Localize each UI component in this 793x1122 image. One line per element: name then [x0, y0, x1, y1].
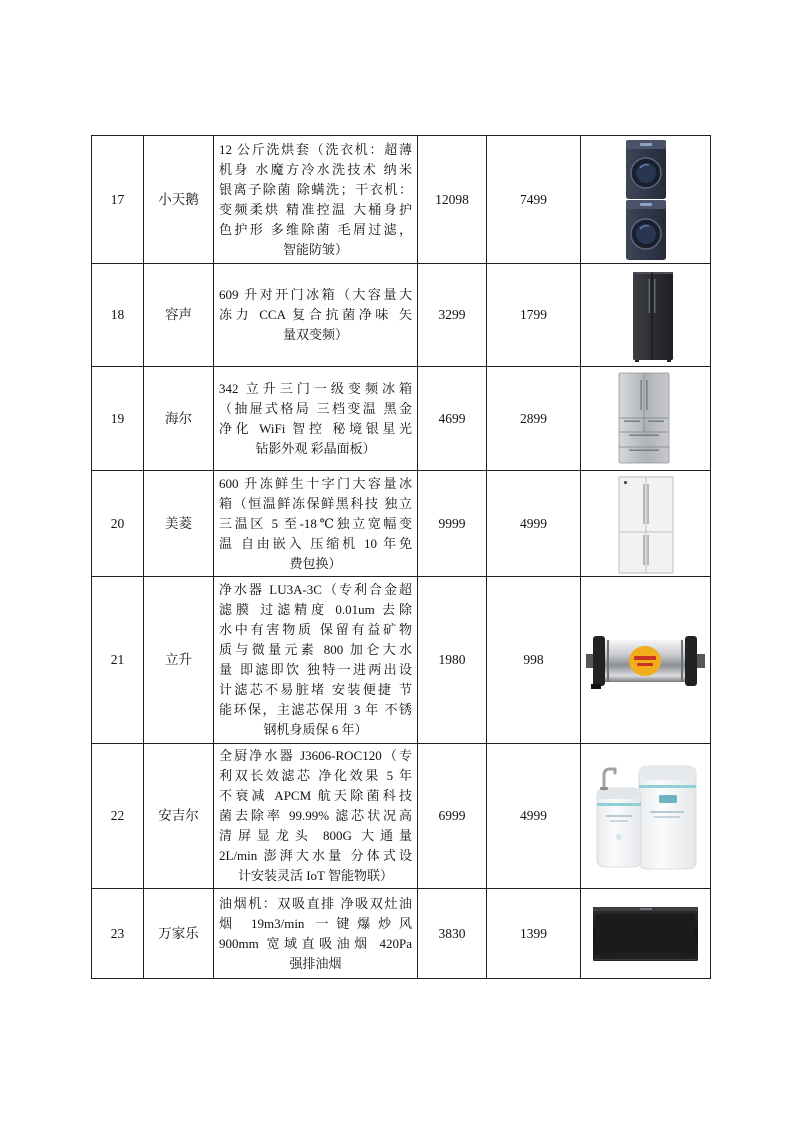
water-filter-image [582, 578, 710, 743]
description-line: 滤膜 过滤精度 0.01um 去除 [219, 602, 412, 617]
original-price-cell [418, 577, 487, 744]
description-line: 水中有害物质 保留有益矿物 [219, 622, 412, 637]
description-line: 三温区 5 至-18℃独立宽幅变 [219, 515, 412, 531]
cross-door-fridge-image [582, 472, 710, 576]
brand-name: 万家乐 [158, 925, 199, 941]
description-line: 智能防皱） [282, 241, 348, 257]
table-row [92, 136, 711, 264]
product-image-cell [581, 471, 711, 577]
description-cell [214, 889, 418, 979]
water-purifier-image [582, 745, 710, 888]
brand-cell [144, 889, 214, 979]
description-line: 量双变频） [282, 327, 348, 342]
item-number: 18 [110, 307, 125, 322]
description-line: 清屏显龙头 800G 大通量 [219, 828, 412, 843]
washer-dryer-image [582, 137, 710, 263]
item-number-cell [92, 889, 144, 979]
original-price-cell [418, 744, 487, 889]
price: 1799 [520, 307, 547, 322]
description-line: 不衰减 APCM 航天除菌科技 [219, 788, 412, 803]
item-number: 20 [110, 515, 125, 531]
description-line: 变频柔烘 精准控温 大桶身护 [219, 201, 412, 217]
description-line: 质与微量元素 800 加仑大水 [219, 642, 412, 657]
product-image-cell [581, 367, 711, 471]
price-cell [487, 744, 581, 889]
description-line: 利双长效滤芯 净化效果 5 年 [219, 768, 412, 783]
original-price-cell [418, 471, 487, 577]
brand-name: 安吉尔 [158, 808, 199, 823]
item-number: 22 [110, 808, 125, 823]
range-hood-image [582, 890, 710, 978]
price: 2899 [520, 410, 547, 426]
description-line: 2L/min 澎湃大水量 分体式设 [219, 848, 412, 863]
description-cell [214, 471, 418, 577]
description-line: 计安装灵活 IoT 智能物联） [237, 868, 394, 883]
description-line: 量 即滤即饮 独特一进两出设 [219, 662, 412, 677]
description-line: 900mm 宽域直吸油烟 420Pa [219, 935, 412, 951]
original-price-cell [418, 889, 487, 979]
purifier-filter-unit [597, 788, 641, 867]
description-line: 银离子除菌 除螨洗；干衣机： [219, 181, 412, 197]
brand-cell [144, 136, 214, 264]
item-number-cell [92, 367, 144, 471]
item-number-cell [92, 471, 144, 577]
table-row [92, 889, 711, 979]
description-line: 12 公斤洗烘套（洗衣机：超薄 [219, 141, 412, 157]
brand-name: 美菱 [165, 515, 192, 531]
description-line: （抽屉式格局 三档变温 黑金 [219, 400, 412, 416]
original-price-cell [418, 264, 487, 367]
item-number: 19 [110, 410, 125, 426]
table-row [92, 367, 711, 471]
price: 1399 [520, 925, 547, 941]
original-price: 3830 [438, 925, 466, 941]
dryer-unit [626, 140, 666, 199]
original-price: 6999 [438, 808, 466, 823]
product-image-cell [581, 136, 711, 264]
description-line: 钢机身质保 6 年） [263, 722, 368, 737]
product-table [91, 135, 711, 979]
description-line: 钻影外观 彩晶面板） [255, 440, 376, 456]
description-cell [214, 367, 418, 471]
brand-cell [144, 264, 214, 367]
french-door-fridge-image [582, 368, 710, 470]
brand-name: 海尔 [165, 410, 192, 426]
description-line: 油烟机：双吸直排 净吸双灶油 [219, 895, 412, 911]
description-line: 净化 WiFi 智控 秘境银星光 [219, 420, 412, 436]
description-line: 342 立升三门一级变频冰箱 [219, 380, 412, 396]
description-cell [214, 577, 418, 744]
description-line: 菌去除率 99.99% 滤芯状况高 [219, 808, 412, 823]
price-cell [487, 367, 581, 471]
washer-unit [626, 200, 666, 260]
description-line: 温 自由嵌入 压缩机 10 年免 [219, 535, 412, 551]
table-row [92, 577, 711, 744]
price-cell [487, 889, 581, 979]
description-line: 600 升冻鲜生十字门大容量冰 [219, 475, 412, 491]
description-line: 净水器 LU3A-3C（专利合金超 [219, 582, 412, 597]
description-cell [214, 264, 418, 367]
price: 998 [523, 652, 544, 667]
faucet-icon [600, 769, 615, 790]
original-price-cell [418, 136, 487, 264]
brand-cell [144, 744, 214, 889]
description-line: 费包换） [289, 555, 342, 571]
description-line: 箱（恒温鲜冻保鲜黑科技 独立 [219, 495, 412, 511]
product-image-cell [581, 577, 711, 744]
brand-name: 立升 [165, 652, 192, 667]
description-line: 烟 19m3/min 一键爆炒风 [219, 915, 412, 931]
item-number: 21 [110, 652, 125, 667]
price-cell [487, 471, 581, 577]
price: 4999 [520, 808, 547, 823]
original-price-cell [418, 367, 487, 471]
side-by-side-fridge-image [582, 265, 710, 366]
price: 7499 [520, 191, 547, 207]
description-line: 能环保，主滤芯保用 3 年 不锈 [219, 702, 412, 717]
item-number-cell [92, 744, 144, 889]
original-price: 9999 [438, 515, 466, 531]
price-cell [487, 264, 581, 367]
description-line: 强排油烟 [289, 955, 342, 971]
price-cell [487, 577, 581, 744]
description-line: 609 升对开门冰箱（大容量大 [219, 287, 412, 302]
table-row [92, 744, 711, 889]
price-cell [487, 136, 581, 264]
description-line: 计滤芯不易脏堵 安装便捷 节 [219, 682, 412, 697]
price: 4999 [520, 515, 547, 531]
table-row [92, 264, 711, 367]
brand-cell [144, 577, 214, 744]
brand-cell [144, 367, 214, 471]
product-image-cell [581, 889, 711, 979]
item-number: 23 [110, 925, 125, 941]
table-row [92, 471, 711, 577]
brand-name: 小天鹅 [158, 191, 199, 207]
product-image-cell [581, 264, 711, 367]
product-image-cell [581, 744, 711, 889]
original-price: 1980 [438, 652, 466, 667]
description-line: 机身 水魔方冷水洗技术 纳米 [219, 161, 412, 177]
original-price: 4699 [438, 410, 466, 426]
item-number-cell [92, 577, 144, 744]
description-cell [214, 744, 418, 889]
item-number-cell [92, 136, 144, 264]
item-number-cell [92, 264, 144, 367]
brand-cell [144, 471, 214, 577]
purifier-main-unit [639, 766, 696, 869]
description-line: 全厨净水器 J3606-ROC120（专 [219, 748, 412, 763]
original-price: 3299 [438, 307, 466, 322]
description-cell [214, 136, 418, 264]
brand-name: 容声 [165, 307, 192, 322]
description-line: 色护形 多维除菌 毛屑过滤， [219, 221, 412, 237]
description-line: 冻力 CCA 复合抗菌净味 矢 [219, 307, 412, 322]
item-number: 17 [110, 191, 125, 207]
original-price: 12098 [435, 191, 469, 207]
